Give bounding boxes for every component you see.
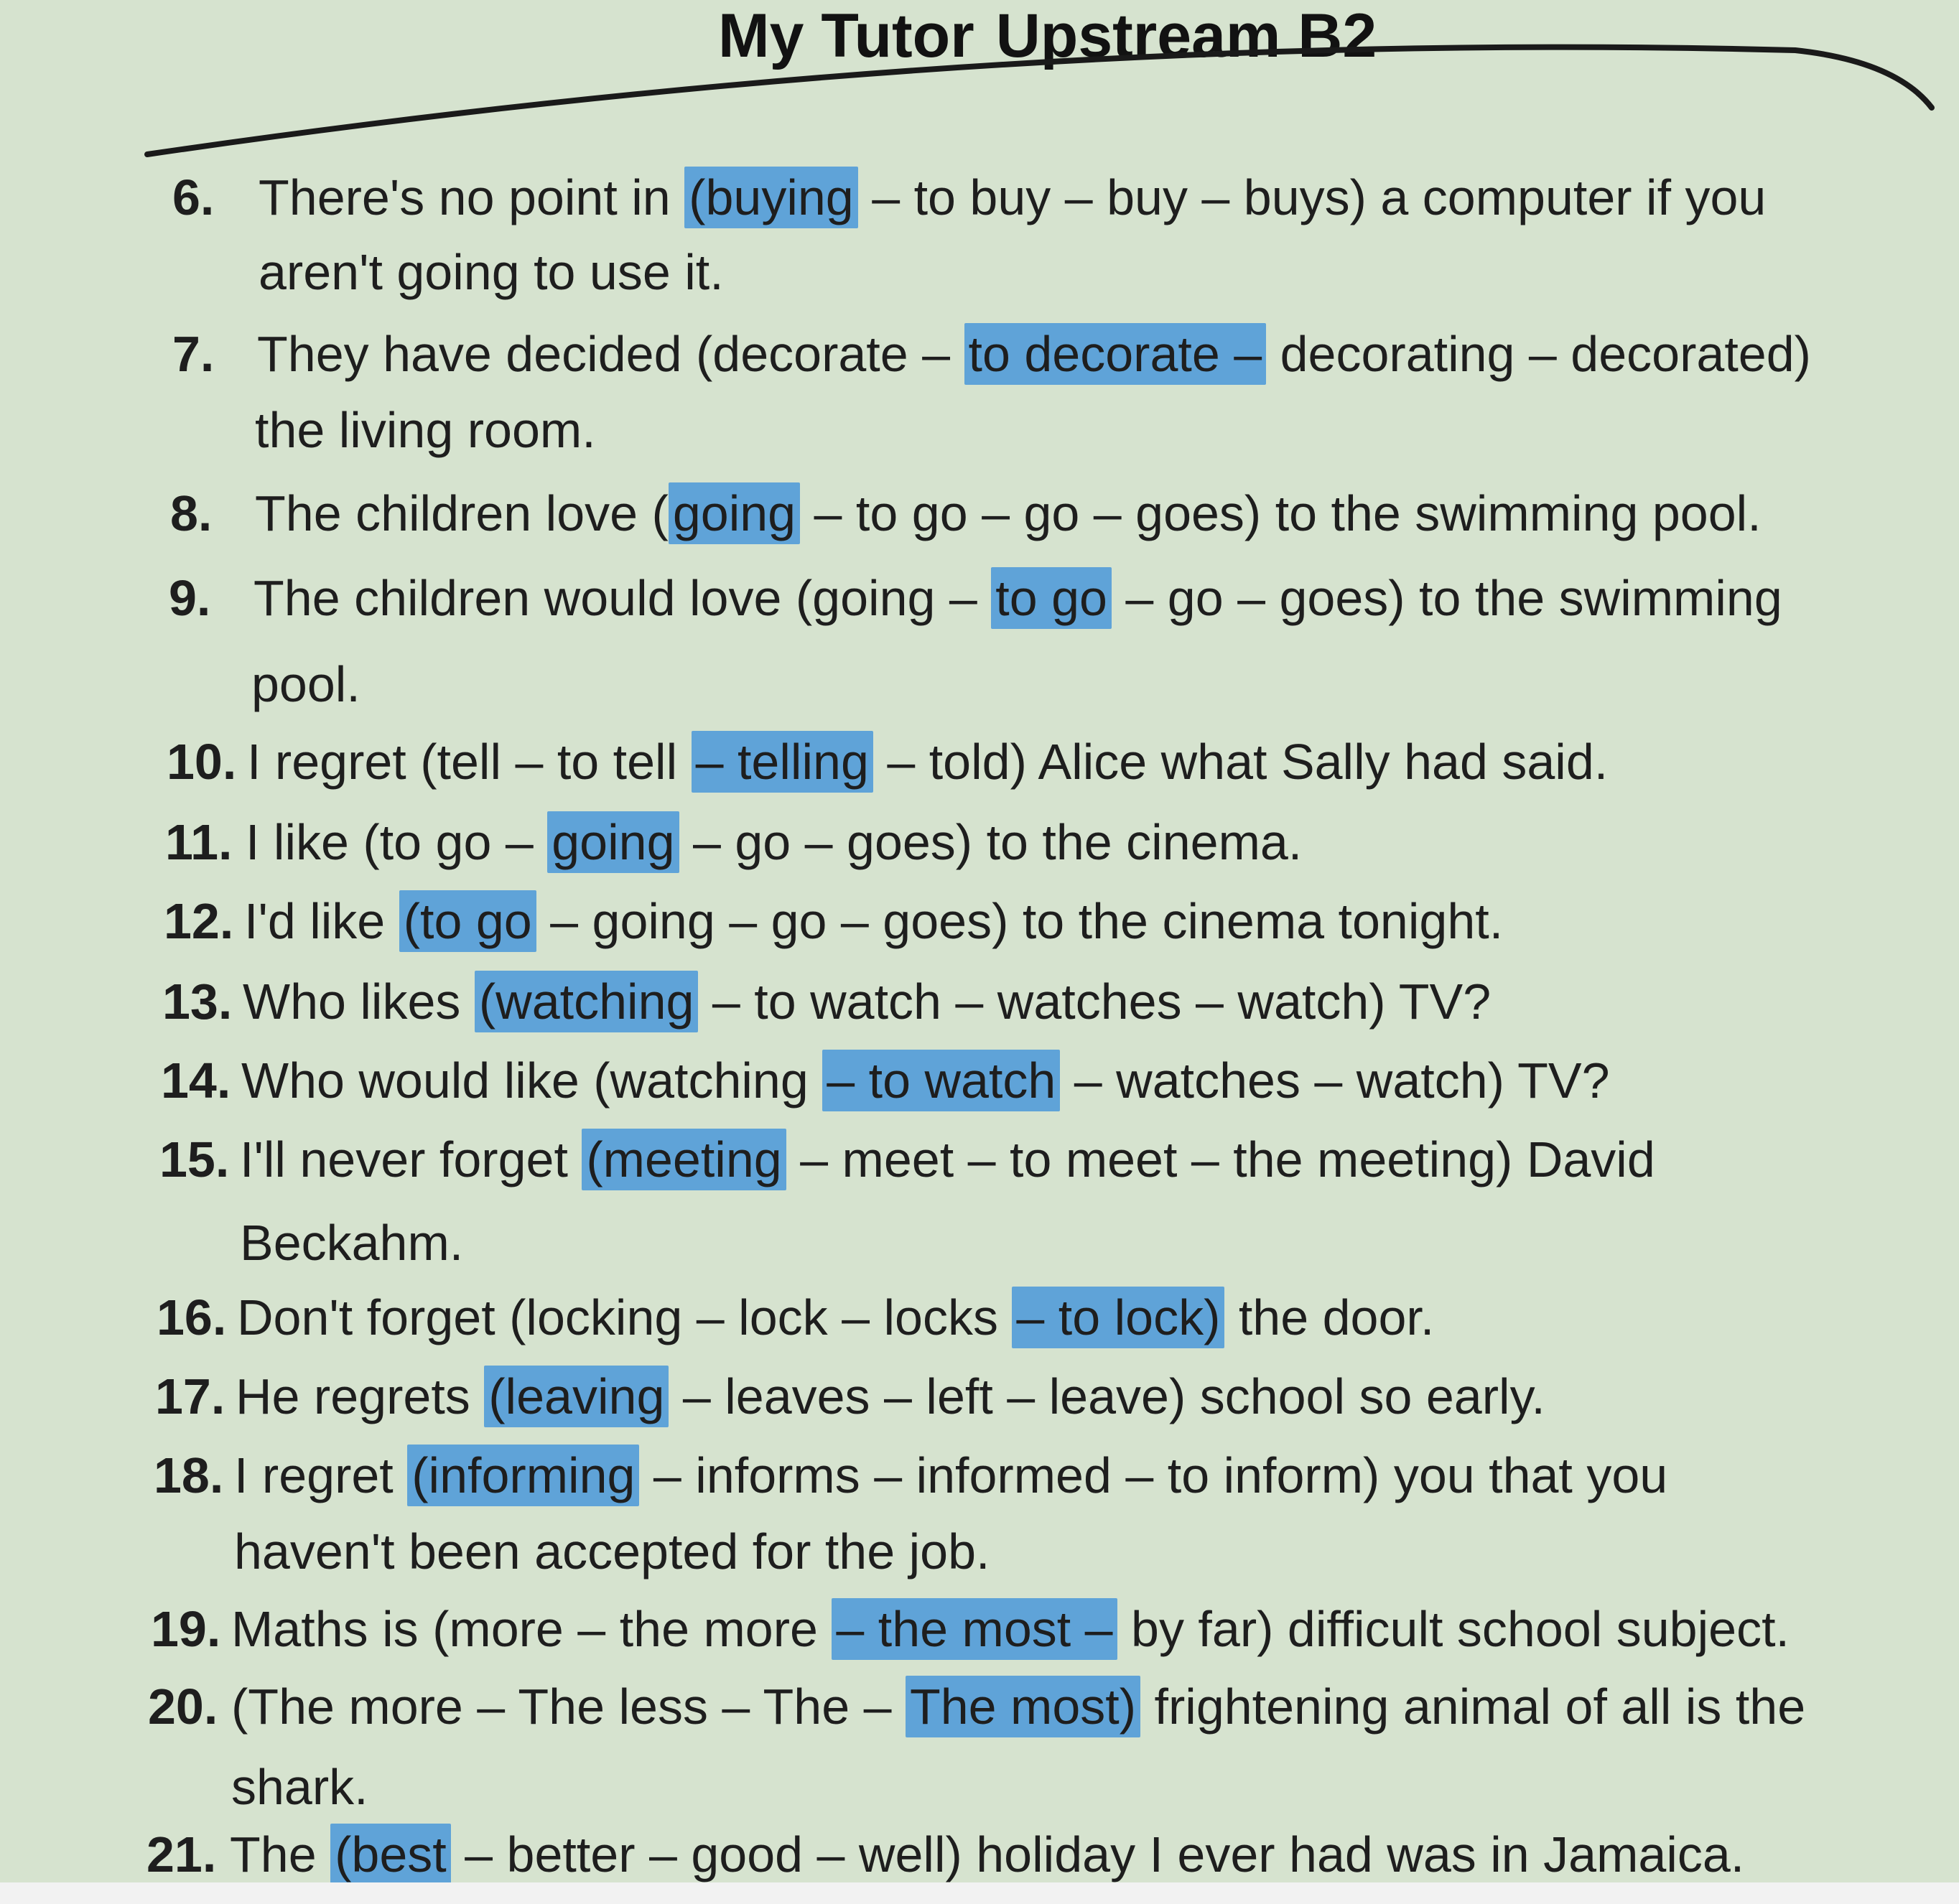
answer-highlight: (informing <box>407 1445 639 1506</box>
item-text: Who would like (watching – to watch – watches – watch) TV? <box>241 1050 1610 1111</box>
answer-highlight: going <box>547 811 679 873</box>
list-item <box>154 1445 1668 1579</box>
answer-highlight: (leaving <box>484 1366 669 1427</box>
answer-highlight: – the most – <box>832 1598 1117 1660</box>
item-text: He regrets (leaving – leaves – left – leave) school so early. <box>236 1366 1545 1427</box>
answer-highlight: to go <box>991 567 1112 629</box>
answer-highlight: (meeting <box>582 1129 786 1190</box>
item-text: Don't forget (locking – lock – locks – to lock) the door. <box>237 1287 1434 1348</box>
item-text: I like (to go – going – go – goes) to the cinema. <box>246 811 1302 873</box>
answer-highlight: – telling <box>692 731 873 793</box>
list-item <box>159 1129 1655 1271</box>
item-number: 13. <box>162 974 233 1030</box>
item-text: Who likes (watching – to watch – watches – watch) TV? <box>243 971 1491 1032</box>
item-continuation: aren't going to use it. <box>259 244 724 300</box>
answer-highlight: – to watch <box>822 1050 1060 1111</box>
item-text: Maths is (more – the more – the most – by far) difficult school subject. <box>231 1598 1790 1660</box>
item-continuation: pool. <box>251 656 360 712</box>
item-number: 17. <box>155 1368 225 1424</box>
item-number: 10. <box>167 734 237 790</box>
list-item <box>167 731 1609 793</box>
item-number: 19. <box>151 1601 221 1657</box>
item-number: 20. <box>148 1679 218 1735</box>
book-title: My Tutor <box>718 1 974 70</box>
list-item <box>170 482 1762 544</box>
item-number: 18. <box>154 1447 224 1503</box>
item-number: 7. <box>172 326 215 382</box>
item-text: (The more – The less – The – The most) frightening animal of all is the <box>231 1676 1805 1737</box>
list-item <box>155 1366 1545 1427</box>
answer-highlight: (watching <box>475 971 699 1032</box>
item-text: I regret (tell – to tell – telling – told) Alice what Sally had said. <box>247 731 1608 793</box>
list-item <box>165 811 1303 873</box>
item-number: 15. <box>159 1131 230 1187</box>
item-continuation: the living room. <box>255 402 596 458</box>
item-text: The children would love (going – to go – go – goes) to the swimming <box>253 567 1782 629</box>
item-continuation: Beckahm. <box>240 1215 464 1271</box>
list-item <box>148 1676 1806 1815</box>
answer-highlight: The most) <box>906 1676 1140 1737</box>
item-text: The children love (going – to go – go – goes) to the swimming pool. <box>255 482 1762 544</box>
item-continuation: shark. <box>231 1759 368 1815</box>
item-number: 11. <box>165 814 233 870</box>
answer-highlight: – to lock) <box>1012 1287 1224 1348</box>
item-text: I'd like (to go – going – go – goes) to the cinema tonight. <box>244 890 1503 952</box>
answer-highlight: (best <box>330 1824 451 1885</box>
item-text: I regret (informing – informs – informed – to inform) you that you <box>234 1445 1667 1506</box>
list-item <box>161 1050 1610 1111</box>
item-number: 6. <box>172 169 215 225</box>
list-item <box>162 971 1492 1032</box>
list-item <box>157 1287 1435 1348</box>
item-text: There's no point in (buying – to buy – buy – buys) a computer if you <box>259 167 1766 228</box>
item-text: I'll never forget (meeting – meet – to meet – the meeting) David <box>240 1129 1655 1190</box>
list-item <box>169 567 1782 712</box>
answer-highlight: (to go <box>399 890 536 952</box>
item-text: The (best – better – good – well) holiday I ever had was in Jamaica. <box>230 1824 1744 1885</box>
answer-highlight: to decorate – <box>964 323 1267 385</box>
item-number: 9. <box>169 570 211 626</box>
item-continuation: haven't been accepted for the job. <box>234 1523 990 1579</box>
item-number: 16. <box>157 1289 227 1345</box>
list-item <box>164 890 1504 952</box>
list-item <box>172 167 1767 300</box>
item-number: 14. <box>161 1053 231 1109</box>
item-number: 12. <box>164 893 234 949</box>
list-item <box>151 1598 1790 1660</box>
item-number: 8. <box>170 485 213 541</box>
page-bottom-edge <box>0 1882 1959 1904</box>
answer-highlight: going <box>669 482 800 544</box>
book-subtitle: Upstream B2 <box>995 1 1377 70</box>
list-item <box>146 1824 1745 1885</box>
item-text: They have decided (decorate – to decorate – decorating – decorated) <box>257 323 1811 385</box>
answer-highlight: (buying <box>684 167 858 228</box>
list-item <box>172 323 1811 458</box>
item-number: 21. <box>146 1826 217 1882</box>
